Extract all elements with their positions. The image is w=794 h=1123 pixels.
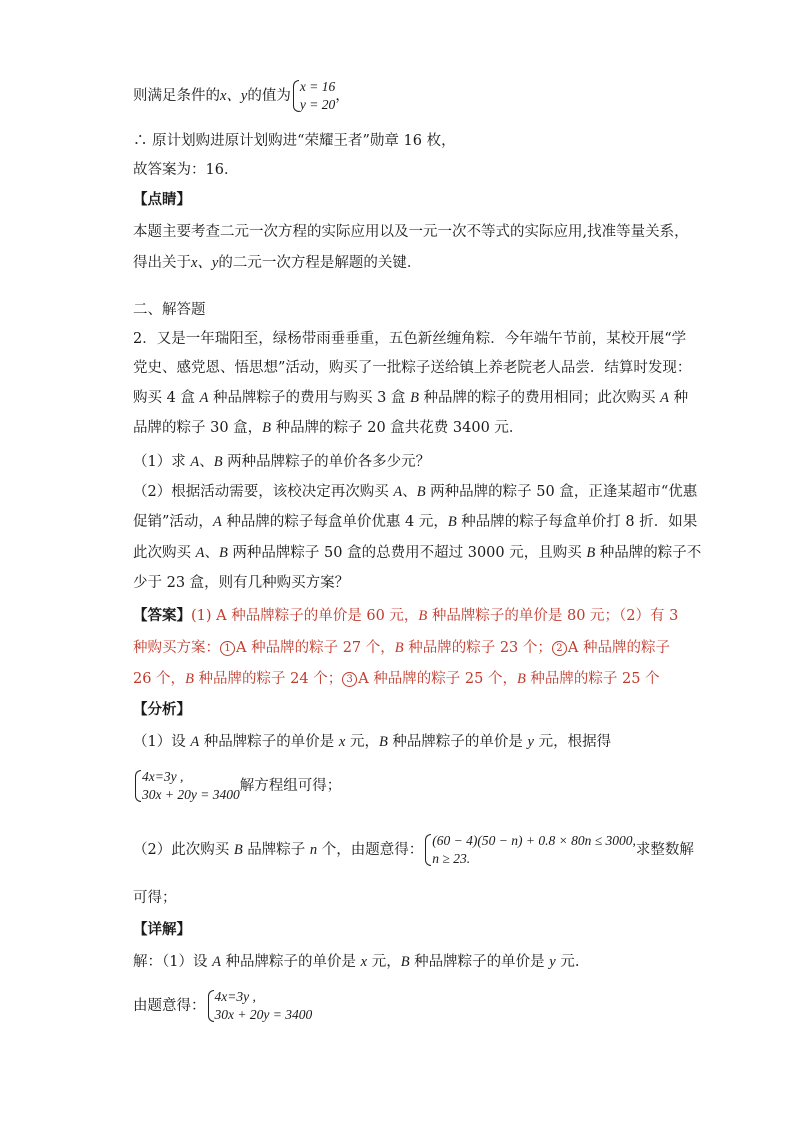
- question-line-3: 购买 4 盒 A 种品牌粽子的费用与购买 3 盒 B 种品牌的粽子的费用相同；此次购买 A 种: [133, 390, 689, 406]
- question-part-1: （1）求 A、B 两种品牌粽子的单价各多少元？: [133, 454, 431, 470]
- circled-number-2: 2: [552, 641, 567, 656]
- xiangjie-heading: 【详解】: [133, 921, 191, 938]
- inequality-system-analysis-2: (60 − 4)(50 − n) + 0.8 × 80n ≤ 3000, n ≥ 23.: [423, 832, 636, 868]
- therefore-line: ∴ 原计划购进原计划购进“荣耀王者”勋章 16 枚，: [133, 133, 456, 149]
- analysis-line-1: （1）设 A 种品牌粽子的单价是 x 元，B 种品牌粽子的单价是 y 元，根据得: [133, 734, 612, 750]
- detail-line-1: 解：（1）设 A 种品牌粽子的单价是 x 元，B 种品牌粽子的单价是 y 元.: [133, 954, 580, 970]
- analysis-line-3: （2）此次购买 B 品牌粽子 n 个，由题意得： (60 − 4)(50 − n) + 0.8 × 80n ≤ 3000, n ≥ 23. 求整数解: [133, 833, 694, 866]
- question-part-2-line-1: （2）根据活动需要，该校决定再次购买 A、B 两种品牌的粽子 50 盒，正逢某超市“优惠: [133, 484, 698, 500]
- analysis-line-4: 可得；: [133, 890, 177, 906]
- equation-system-detail: 4x=3y , 30x + 20y = 3400: [206, 988, 313, 1024]
- dianjing-heading: 【点睛】: [133, 191, 191, 208]
- dianjing-text-2: 得出关于x、y的二元一次方程是解题的关键．: [133, 255, 422, 271]
- question-line-1: 2．又是一年瑞阳至，绿杨带雨垂垂重，五色新丝缠角粽．今年端午节前，某校开展“学: [133, 331, 687, 347]
- section-heading: 二、解答题: [133, 302, 206, 318]
- circled-number-1: 1: [220, 641, 235, 656]
- question-line-2: 党史、感党恩、悟思想”活动，购买了一批粽子送给镇上养老院老人品尝．结算时发现：: [133, 360, 692, 376]
- answer-tag: 【答案】: [133, 607, 191, 624]
- answer-line-2: 种购买方案： 1 A 种品牌的粽子 27 个，B 种品牌的粽子 23 个； 2 A 种品牌的粽子: [133, 640, 670, 656]
- answer-line-3: 26 个，B 种品牌的粽子 24 个； 3 A 种品牌的粽子 25 个，B 种品牌的粽子 25 个: [133, 671, 660, 687]
- fenxi-heading: 【分析】: [133, 701, 191, 718]
- answer-line-1: 【答案】(1) A 种品牌粽子的单价是 60 元，B 种品牌粽子的单价是 80 元；（2）有 3: [133, 607, 679, 624]
- detail-line-2: 由题意得： 4x=3y , 30x + 20y = 3400: [133, 989, 313, 1022]
- analysis-line-2: 4x=3y , 30x + 20y = 3400 解方程组可得；: [133, 768, 341, 804]
- equation-system-xy: x = 16 y = 20: [291, 78, 335, 114]
- solution-conclusion-line: 则满足条件的x、y的值为 x = 16 y = 20 ，: [133, 79, 350, 112]
- question-part-2-line-4: 少于 23 盒，则有几种购买方案？: [133, 575, 350, 591]
- question-part-2-line-2: 促销”活动，A 种品牌的粽子每盒单价优惠 4 元，B 种品牌的粽子每盒单价打 8 折．如果: [133, 514, 698, 530]
- dianjing-text-1: 本题主要考查二元一次方程的实际应用以及一元一次不等式的实际应用,找准等量关系，: [133, 224, 689, 240]
- circled-number-3: 3: [342, 672, 357, 687]
- answer-line: 故答案为：16．: [133, 162, 239, 178]
- question-line-4: 品牌的粽子 30 盒，B 种品牌的粽子 20 盒共花费 3400 元．: [133, 420, 524, 436]
- equation-system-analysis-1: 4x=3y , 30x + 20y = 3400: [133, 768, 240, 804]
- question-part-2-line-3: 此次购买 A、B 两种品牌粽子 50 盒的总费用不超过 3000 元，且购买 B 种品牌的粽子不: [133, 545, 702, 561]
